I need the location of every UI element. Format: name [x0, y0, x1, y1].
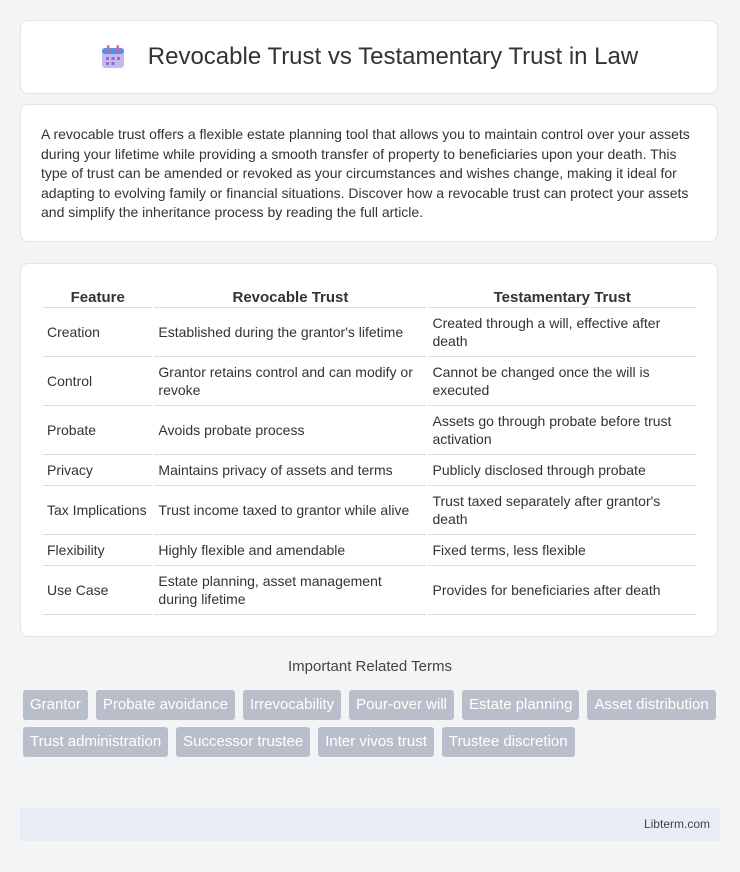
related-terms-title: Important Related Terms — [288, 658, 452, 675]
tag-trustee-discretion[interactable]: Trustee discretion — [442, 727, 575, 757]
cell-feature: Use Case — [43, 566, 152, 615]
tag-asset-distribution[interactable]: Asset distribution — [587, 690, 715, 720]
header-testamentary-trust: Testamentary Trust — [428, 286, 696, 308]
cell-revocable: Trust income taxed to grantor while alive — [154, 486, 426, 535]
tag-successor-trustee[interactable]: Successor trustee — [176, 727, 310, 757]
cell-revocable: Maintains privacy of assets and terms — [154, 455, 426, 486]
intro-text: A revocable trust offers a flexible estate planning tool that allows you to maintain control over your assets during your lifetime while providing a smooth transfer of property to beneficiaries upon your death. This type of trust can be amended or revoked as your circumstances and wishes change, making it ideal for adapting to evolving family or financial situations. Discover how a revocable trust can protect your assets and simplify the inheritance process by reading the full article. — [41, 126, 690, 220]
cell-testamentary: Created through a will, effective after death — [428, 308, 696, 357]
table-header-row — [43, 286, 696, 308]
tag-irrevocability[interactable]: Irrevocability — [243, 690, 341, 720]
cell-testamentary: Provides for beneficiaries after death — [428, 566, 696, 615]
table-row — [43, 566, 696, 615]
calendar-icon — [100, 44, 126, 70]
cell-revocable: Highly flexible and amendable — [154, 535, 426, 566]
table-row — [43, 357, 696, 406]
header-feature: Feature — [43, 286, 152, 308]
table-row — [43, 308, 696, 357]
footer — [20, 808, 720, 841]
cell-feature: Creation — [43, 308, 152, 357]
cell-feature: Flexibility — [43, 535, 152, 566]
table-row — [43, 406, 696, 455]
cell-feature: Control — [43, 357, 152, 406]
header-card — [20, 20, 718, 94]
intro-card — [20, 104, 718, 242]
cell-revocable: Avoids probate process — [154, 406, 426, 455]
page-title: Revocable Trust vs Testamentary Trust in Law — [147, 43, 639, 70]
tag-estate-planning[interactable]: Estate planning — [462, 690, 579, 720]
cell-testamentary: Publicly disclosed through probate — [428, 455, 696, 486]
tag-grantor[interactable]: Grantor — [23, 690, 88, 720]
cell-testamentary: Assets go through probate before trust activation — [428, 406, 696, 455]
cell-feature: Probate — [43, 406, 152, 455]
tag-pour-over-will[interactable]: Pour-over will — [349, 690, 454, 720]
cell-testamentary: Trust taxed separately after grantor's death — [428, 486, 696, 535]
tag-probate-avoidance[interactable]: Probate avoidance — [96, 690, 235, 720]
comparison-table — [41, 286, 698, 615]
table-row — [43, 486, 696, 535]
tag-trust-administration[interactable]: Trust administration — [23, 727, 168, 757]
related-terms-tags — [23, 690, 723, 757]
cell-feature: Privacy — [43, 455, 152, 486]
cell-revocable: Estate planning, asset management during lifetime — [154, 566, 426, 615]
header-revocable-trust: Revocable Trust — [154, 286, 426, 308]
cell-feature: Tax Implications — [43, 486, 152, 535]
cell-testamentary: Fixed terms, less flexible — [428, 535, 696, 566]
comparison-table-card — [20, 263, 718, 637]
cell-testamentary: Cannot be changed once the will is executed — [428, 357, 696, 406]
table-row — [43, 535, 696, 566]
tag-inter-vivos-trust[interactable]: Inter vivos trust — [318, 727, 434, 757]
footer-site-link[interactable]: Libterm.com — [643, 817, 710, 831]
cell-revocable: Established during the grantor's lifetime — [154, 308, 426, 357]
cell-revocable: Grantor retains control and can modify or revoke — [154, 357, 426, 406]
table-row — [43, 455, 696, 486]
